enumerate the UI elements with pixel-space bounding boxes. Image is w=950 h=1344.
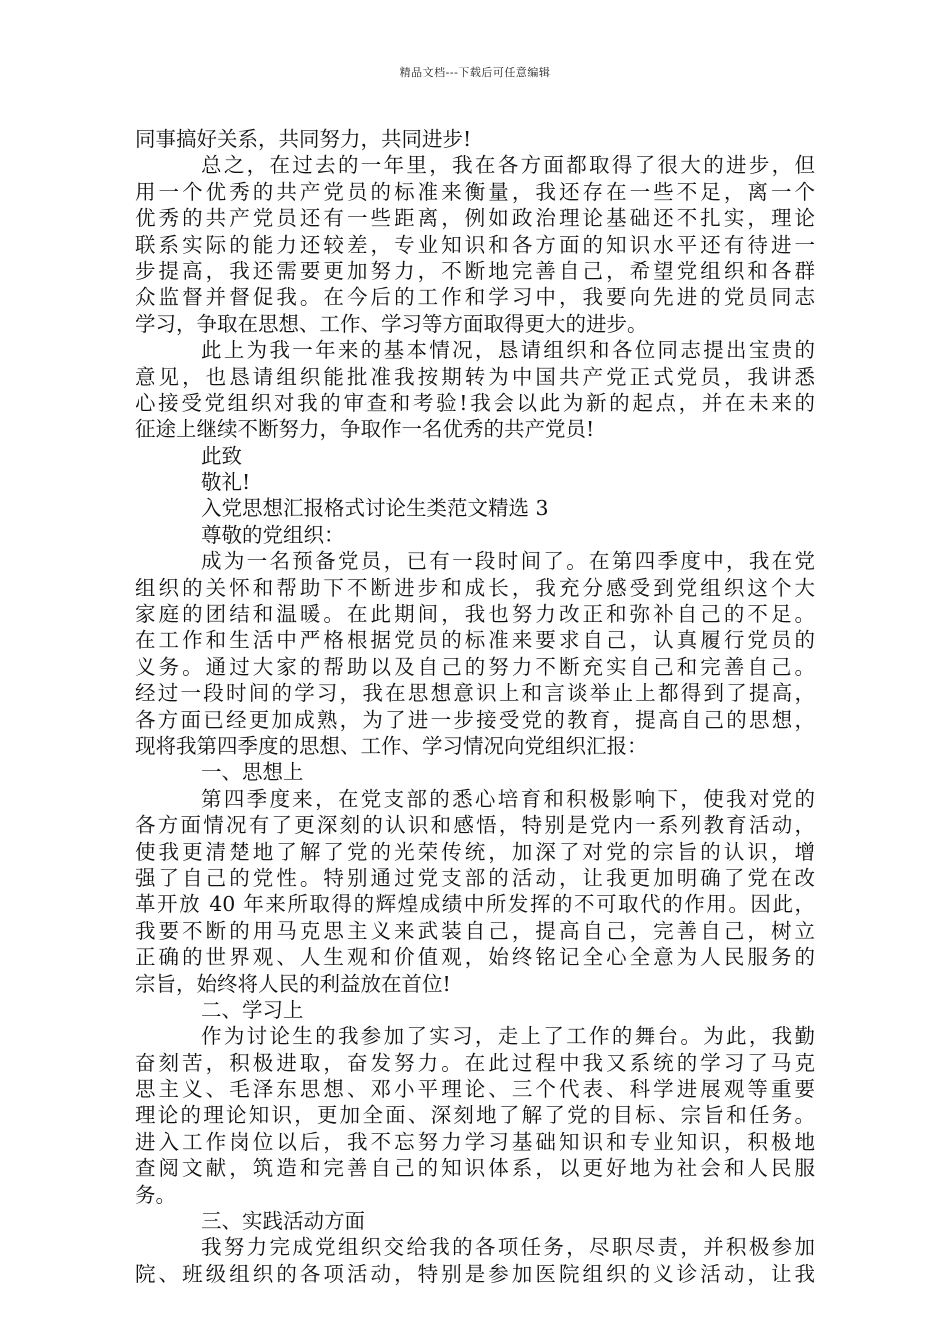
text-line: 思主义、毛泽东思想、邓小平理论、三个代表、科学进展观等重要	[135, 1077, 815, 1102]
text-line: 二、学习上	[201, 997, 304, 1022]
text-line: 奋刻苦，积极进取，奋发努力。在此过程中我又系统的学习了马克	[135, 1050, 815, 1075]
text-line: 学习，争取在思想、工作、学习等方面取得更大的进步。	[135, 311, 648, 336]
text-line: 同事搞好关系，共同努力，共同进步!	[135, 127, 472, 151]
text-line: 意见，也恳请组织能批准我按期转为中国共产党正式党员，我讲悉	[135, 364, 815, 389]
text-line: 成为一名预备党员，已有一段时间了。在第四季度中，我在党	[201, 549, 815, 574]
document-body	[135, 126, 815, 1287]
text-line: 家庭的团结和温暖。在此期间，我也努力改正和弥补自己的不足。	[135, 602, 815, 627]
text-line: 在工作和生活中严格根据党员的标准来要求自己，认真履行党员的	[135, 628, 815, 653]
text-line: 革开放 40 年来所取得的辉煌成绩中所发挥的不可取代的作用。因此，	[135, 892, 815, 917]
page-header: 精品文档---下载后可任意编辑	[399, 66, 551, 79]
text-line: 正确的世界观、人生观和价值观，始终铭记全心全意为人民服务的	[135, 945, 815, 970]
text-line: 我要不断的用马克思主义来武装自己，提高自己，完善自己，树立	[135, 918, 815, 943]
text-line: 理论的理论知识，更加全面、深刻地了解了党的目标、宗旨和任务。	[135, 1103, 815, 1128]
text-line: 各方面情况有了更深刻的认识和感悟，特别是党内一系列教育活动，	[135, 813, 815, 838]
text-line: 尊敬的党组织：	[201, 522, 345, 547]
text-line: 院、班级组织的各项活动，特别是参加医院组织的义诊活动，让我	[135, 1261, 815, 1286]
text-line: 宗旨，始终将人民的利益放在首位!	[135, 971, 451, 996]
text-line: 第四季度来，在党支部的悉心培育和积极影响下，使我对党的	[201, 786, 815, 811]
text-line: 敬礼!	[201, 470, 251, 495]
text-line: 查阅文献，筑造和完善自己的知识体系，以更好地为社会和人民服	[135, 1156, 815, 1181]
text-line: 各方面已经更加成熟，为了进一步接受党的教育，提高自己的思想，	[135, 707, 815, 732]
text-line: 此致	[201, 443, 242, 468]
text-line: 入党思想汇报格式讨论生类范文精选 3	[201, 496, 549, 521]
text-line: 使我更清楚地了解了党的光荣传统，加深了对党的宗旨的认识，增	[135, 839, 815, 864]
text-line: 务。	[135, 1182, 176, 1207]
text-line: 一、思想上	[201, 760, 304, 785]
text-line: 进入工作岗位以后，我不忘努力学习基础知识和专业知识，积极地	[135, 1129, 815, 1154]
text-line: 总之，在过去的一年里，我在各方面都取得了很大的进步，但	[201, 153, 815, 178]
text-line: 联系实际的能力还较差，专业知识和各方面的知识水平还有待进一	[135, 232, 815, 257]
text-line: 心接受党组织对我的审查和考验!我会以此为新的起点，并在未来的	[135, 390, 815, 415]
text-line: 众监督并督促我。在今后的工作和学习中，我要向先进的党员同志	[135, 285, 815, 310]
text-line: 组织的关怀和帮助下不断进步和成长，我充分感受到党组织这个大	[135, 575, 815, 600]
text-line: 义务。通过大家的帮助以及自己的努力不断充实自己和完善自己。	[135, 654, 815, 679]
text-line: 征途上继续不断努力，争取作一名优秀的共产党员!	[135, 417, 595, 442]
text-line: 步提高，我还需要更加努力，不断地完善自己，希望党组织和各群	[135, 258, 815, 283]
text-line: 现将我第四季度的思想、工作、学习情况向党组织汇报：	[135, 733, 648, 758]
text-line: 作为讨论生的我参加了实习，走上了工作的舞台。为此，我勤	[201, 1024, 815, 1049]
text-line: 优秀的共产党员还有一些距离，例如政治理论基础还不扎实，理论	[135, 206, 815, 231]
text-line: 三、实践活动方面	[201, 1209, 365, 1234]
text-line: 强了自己的党性。特别通过党支部的活动，让我更加明确了党在改	[135, 865, 815, 890]
text-line: 经过一段时间的学习，我在思想意识上和言谈举止上都得到了提高，	[135, 681, 815, 706]
text-line: 我努力完成党组织交给我的各项任务，尽职尽责，并积极参加	[201, 1235, 815, 1260]
text-line: 用一个优秀的共产党员的标准来衡量，我还存在一些不足，离一个	[135, 179, 815, 204]
text-line: 此上为我一年来的基本情况，恳请组织和各位同志提出宝贵的	[201, 338, 815, 363]
